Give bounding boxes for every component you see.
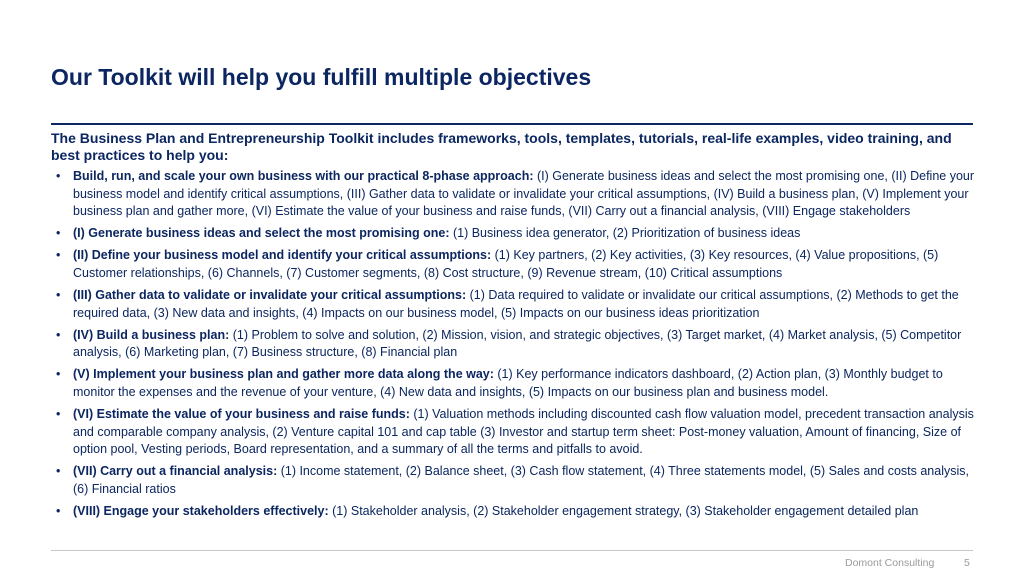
bullet-icon: • — [56, 226, 61, 241]
list-item — [56, 247, 974, 282]
objectives-list — [56, 168, 974, 525]
list-item — [56, 327, 974, 362]
list-item — [56, 225, 974, 243]
bullet-lead: (IV) Build a business plan: — [73, 327, 230, 342]
bullet-text: (1) Stakeholder analysis, (2) Stakeholder engagement strategy, (3) Stakeholder engagement detailed plan — [328, 504, 919, 519]
bullet-lead: Build, run, and scale your own business with our practical 8-phase approach: — [73, 169, 534, 183]
bullet-text: (1) Key performance indicators dashboard, (2) Action plan, (3) Monthly budget to monitor the expenses and the revenue of your venture, (4) New data and insights, (5) Impacts on our business plan and business model. — [73, 367, 943, 400]
bullet-lead: (VI) Estimate the value of your business and raise funds: — [73, 407, 410, 422]
footer-brand: Domont Consulting — [845, 557, 935, 569]
bullet-lead: (II) Define your business model and identify your critical assumptions: — [73, 248, 492, 263]
bullet-icon: • — [56, 327, 61, 342]
list-item — [56, 287, 974, 322]
bullet-text: (1) Problem to solve and solution, (2) Mission, vision, and strategic objectives, (3) Target market, (4) Market analysis, (5) Competitor analysis, (6) Marketing plan, (7) Business structure, (8) Financial plan — [73, 327, 962, 360]
bullet-lead: (I) Generate business ideas and select the most promising one: — [73, 226, 450, 241]
bullet-text: (1) Valuation methods including discounted cash flow valuation model, precedent transaction analysis and comparable company analysis, (2) Venture capital 101 and cap table (3) Investor and startup term sheet: Post-money valuation, Amount of financing, Size of option pool, Vesting periods, Board representation, and a summary of all the terms and pitfalls to avoid. — [73, 407, 974, 457]
list-item — [56, 406, 974, 459]
list-item — [56, 168, 974, 221]
bullet-icon: • — [56, 367, 61, 382]
footer-divider — [51, 550, 973, 551]
bullet-icon: • — [56, 464, 61, 479]
bullet-text: (I) Generate business ideas and select the most promising one, (II) Define your business model and identify critical assumptions, (III) Gather data to validate or invalidate your critical assumptions, (IV) Build a business plan, (V) Implement your business plan and gather more, (VI) Estimate the value of your business and raise funds, (VII) Carry out a financial analysis, (VIII) Engage stakeholders — [73, 169, 975, 219]
list-item — [56, 366, 974, 401]
bullet-text: (1) Data required to validate or invalidate our critical assumptions, (2) Methods to get the required data, (3) New data and insights, (4) Impacts on our business model, (5) Impacts on our business ideas prioritization — [73, 288, 959, 320]
title-divider — [51, 123, 973, 125]
list-item — [56, 503, 974, 521]
bullet-text: (1) Key partners, (2) Key activities, (3) Key resources, (4) Value propositions, (5) Customer relationships, (6) Channels, (7) Customer segments, (8) Cost structure, (9) Revenue stream, (10) Critical assumptions — [73, 248, 939, 280]
bullet-icon: • — [56, 407, 61, 422]
bullet-icon: • — [56, 288, 61, 303]
list-item — [56, 463, 974, 498]
bullet-text: (1) Income statement, (2) Balance sheet, (3) Cash flow statement, (4) Three statements model, (5) Sales and costs analysis, (6) Financial ratios — [73, 464, 969, 496]
bullet-lead: (III) Gather data to validate or invalidate your critical assumptions: — [73, 288, 467, 303]
bullet-icon: • — [56, 504, 61, 519]
slide-title: Our Toolkit will help you fulfill multiple objectives — [51, 64, 592, 90]
bullet-lead: (VIII) Engage your stakeholders effectively: — [73, 504, 329, 519]
bullet-lead: (V) Implement your business plan and gather more data along the way: — [73, 367, 494, 382]
bullet-icon: • — [56, 248, 61, 263]
bullet-lead: (VII) Carry out a financial analysis: — [73, 464, 278, 479]
bullet-text: (1) Business idea generator, (2) Prioritization of business ideas — [449, 226, 801, 241]
bullet-icon: • — [56, 169, 61, 183]
intro-text: The Business Plan and Entrepreneurship Toolkit includes frameworks, tools, templates, tutorials, real-life examples, video training, and best practices to help you: — [51, 130, 952, 163]
page-number: 5 — [964, 557, 970, 569]
